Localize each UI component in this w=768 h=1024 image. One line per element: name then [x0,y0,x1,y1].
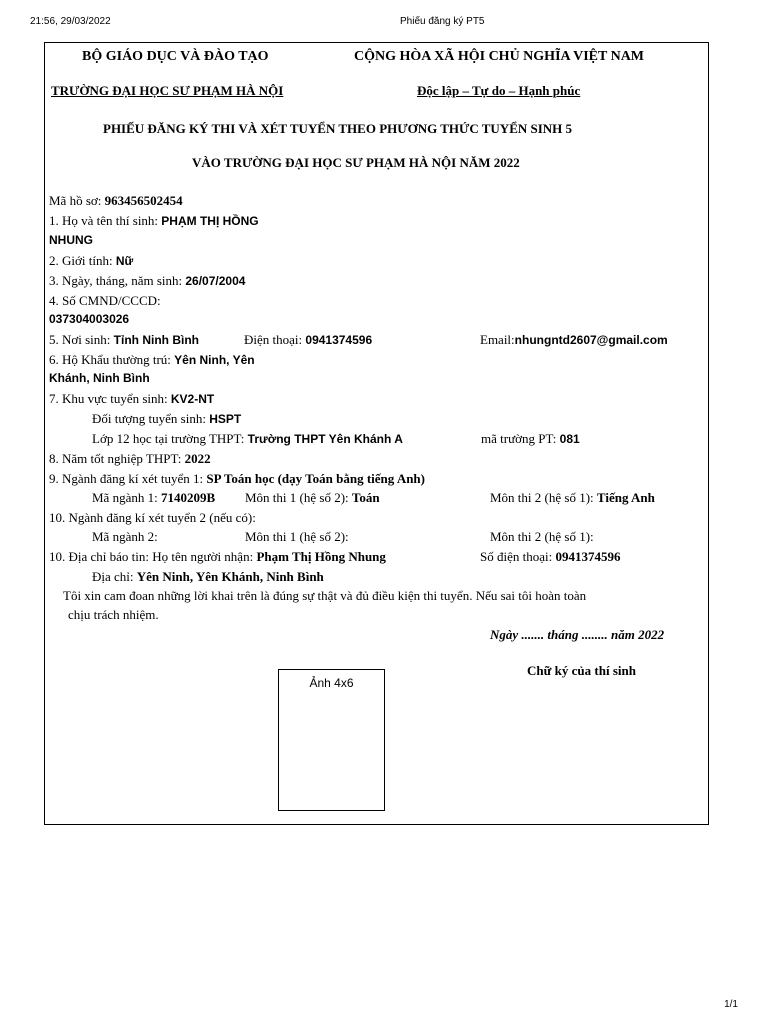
photo-label: Ảnh 4x6 [309,676,354,690]
nganh1-value: SP Toán học (dạy Toán bằng tiếng Anh) [206,471,425,486]
ho-khau-value-cont: Khánh, Ninh Bình [49,371,150,385]
ma-truong-label: mã trường PT: [481,431,557,446]
ho-ten-value: PHẠM THỊ HỒNG [161,214,259,228]
nganh1-label: 9. Ngành đăng kí xét tuyển 1: [49,471,204,486]
sdt-label: Số điện thoại: [480,549,553,564]
email-value: nhungntd2607@gmail.com [514,333,668,347]
declaration-line2: chịu trách nhiệm. [68,607,159,622]
dia-chi-row [92,569,324,585]
photo-placeholder [278,669,385,811]
email-row [480,332,668,348]
mon2b-label: Môn thi 2 (hệ số 1): [490,529,594,544]
ho-ten-value-cont: NHUNG [49,233,93,247]
gioi-tinh-row [49,253,133,269]
ho-khau-label: 6. Hộ Khẩu thường trú: [49,352,171,367]
dien-thoai-label: Điện thoại: [244,332,303,347]
ma-nganh1-label: Mã ngành 1: [92,490,158,505]
lop12-value: Trường THPT Yên Khánh A [247,432,403,446]
ma-nganh2-label: Mã ngành 2: [92,529,158,544]
ministry-name: BỘ GIÁO DỤC VÀ ĐÀO TẠO [82,49,269,64]
ma-ho-so-row [49,193,183,209]
ma-ho-so-label: Mã hồ sơ: [49,193,102,208]
noi-sinh-label: 5. Nơi sinh: [49,332,111,347]
nam-tn-label: 8. Năm tốt nghiệp THPT: [49,451,182,466]
doi-tuong-value: HSPT [209,412,242,426]
mon2-row [490,490,655,506]
mon1b-label: Môn thi 1 (hệ số 2): [245,529,349,544]
noi-sinh-value: Tỉnh Ninh Bình [113,333,199,347]
ho-ten-label: 1. Họ và tên thí sinh: [49,213,159,228]
ho-khau-value: Yên Ninh, Yên [174,353,255,367]
email-label: Email: [480,332,515,347]
print-doc-title: Phiếu đăng ký PT5 [400,16,485,27]
nguoi-nhan-value: Phạm Thị Hồng Nhung [256,549,386,564]
ngay-sinh-label: 3. Ngày, tháng, năm sinh: [49,273,183,288]
dia-chi-label: Địa chỉ: [92,569,134,584]
declaration-date: Ngày ....... tháng ........ năm 2022 [490,627,665,642]
nganh1-row [49,471,425,487]
mon2-value: Tiếng Anh [596,490,655,505]
bao-tin-row [49,549,386,565]
khu-vuc-label: 7. Khu vực tuyển sinh: [49,391,168,406]
sdt-row [480,549,620,565]
doi-tuong-row [92,411,241,427]
nganh2-label: 10. Ngành đăng kí xét tuyển 2 (nếu có): [49,510,256,525]
mon1-label: Môn thi 1 (hệ số 2): [245,490,349,505]
motto: Độc lập – Tự do – Hạnh phúc [417,83,581,98]
ma-truong-value: 081 [559,432,580,446]
republic-name: CỘNG HÒA XÃ HỘI CHỦ NGHĨA VIỆT NAM [354,49,645,64]
nam-tn-row [49,451,211,467]
mon1-row [245,490,380,506]
khu-vuc-value: KV2-NT [170,392,215,406]
cmnd-label: 4. Số CMND/CCCD: [49,293,161,308]
gioi-tinh-label: 2. Giới tính: [49,253,113,268]
bao-tin-label: 10. Địa chỉ báo tin: Họ tên người nhận: [49,549,254,564]
ma-nganh1-row [92,490,215,506]
ma-nganh1-value: 7140209B [160,490,216,505]
mon2-label: Môn thi 2 (hệ số 1): [490,490,594,505]
gioi-tinh-value: Nữ [115,254,134,268]
khu-vuc-row [49,391,214,407]
cmnd-value: 037304003026 [49,312,130,326]
ngay-sinh-row [49,273,245,289]
doi-tuong-label: Đối tượng tuyển sinh: [92,411,206,426]
signature-label: Chữ ký của thí sinh [527,663,636,678]
dien-thoai-value: 0941374596 [305,333,373,347]
ma-truong-row [481,431,580,447]
declaration-line1: Tôi xin cam đoan những lời khai trên là đúng sự thật và đủ điều kiện thi tuyển. Nếu sai tôi hoàn toàn [63,588,587,603]
print-timestamp: 21:56, 29/03/2022 [30,16,111,27]
ngay-sinh-value: 26/07/2004 [185,274,246,288]
page-number: 1/1 [724,999,738,1010]
sdt-value: 0941374596 [555,549,621,564]
dien-thoai-row [244,332,372,348]
form-title-line2: VÀO TRƯỜNG ĐẠI HỌC SƯ PHẠM HÀ NỘI NĂM 2022 [192,155,520,170]
registration-form [44,42,709,825]
noi-sinh-row [49,332,199,348]
dia-chi-value: Yên Ninh, Yên Khánh, Ninh Bình [136,569,324,584]
ho-ten-row [49,213,259,229]
university-name: TRƯỜNG ĐẠI HỌC SƯ PHẠM HÀ NỘI [51,83,284,98]
ho-khau-row [49,352,255,368]
lop12-label: Lớp 12 học tại trường THPT: [92,431,245,446]
ma-ho-so-value: 963456502454 [104,193,183,208]
mon1-value: Toán [351,490,380,505]
nam-tn-value: 2022 [184,451,211,466]
lop12-row [92,431,403,447]
form-title-line1: PHIẾU ĐĂNG KÝ THI VÀ XÉT TUYỂN THEO PHƯƠNG THỨC TUYỂN SINH 5 [103,121,573,136]
